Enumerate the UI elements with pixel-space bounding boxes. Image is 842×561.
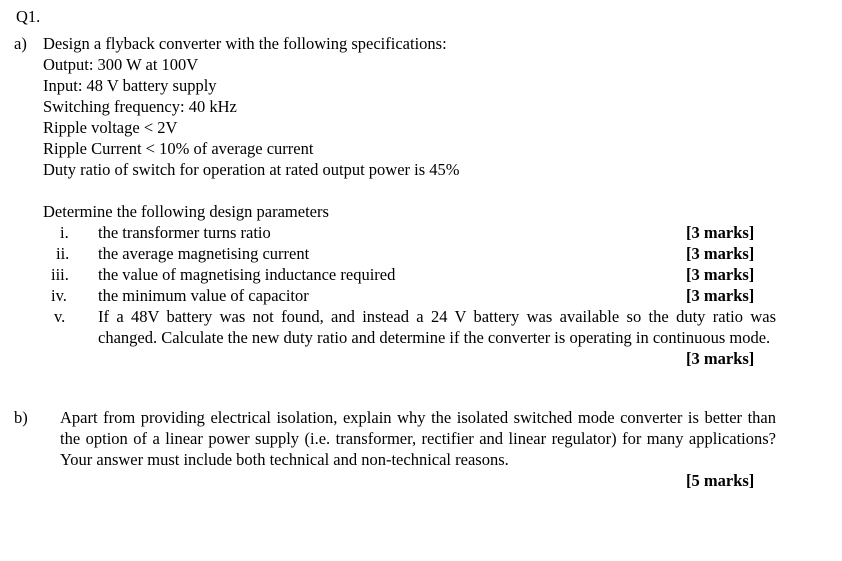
item-numeral: ii. [56, 244, 70, 263]
item-marks: [3 marks] [686, 349, 755, 368]
spec-ripple-current: Ripple Current < 10% of average current [43, 139, 314, 158]
determine-heading: Determine the following design parameters [43, 202, 329, 221]
item-text: the transformer turns ratio [98, 223, 271, 242]
part-a-intro: Design a flyback converter with the following specifications: [43, 34, 447, 53]
item-marks: [3 marks] [686, 244, 755, 263]
spec-ripple-voltage: Ripple voltage < 2V [43, 118, 178, 137]
part-b-text: Apart from providing electrical isolation, explain why the isolated switched mode converter is better than the option of a linear power supply (i.e. transformer, rectifier and linear regulator) for many applications? Your answer must include both technical and non-technical reasons. [60, 408, 776, 469]
item-marks: [3 marks] [686, 286, 755, 305]
item-numeral: v. [54, 307, 66, 326]
item-text: If a 48V battery was not found, and instead a 24 V battery was available so the duty ratio was changed. Calculate the new duty ratio and determine if the converter is operating in continuous mode. [98, 307, 776, 347]
question-number: Q1. [16, 7, 41, 26]
item-text: the minimum value of capacitor [98, 286, 309, 305]
part-a-label: a) [14, 34, 27, 53]
part-b-marks: [5 marks] [686, 471, 755, 490]
part-b-label: b) [14, 408, 28, 427]
spec-switching-frequency: Switching frequency: 40 kHz [43, 97, 237, 116]
item-marks: [3 marks] [686, 265, 755, 284]
spec-input: Input: 48 V battery supply [43, 76, 217, 95]
spec-duty-ratio: Duty ratio of switch for operation at rated output power is 45% [43, 160, 460, 179]
item-text: the value of magnetising inductance required [98, 265, 396, 284]
item-numeral: iii. [51, 265, 69, 284]
item-text: the average magnetising current [98, 244, 310, 263]
item-numeral: i. [60, 223, 69, 242]
item-numeral: iv. [51, 286, 67, 305]
item-marks: [3 marks] [686, 223, 755, 242]
spec-output: Output: 300 W at 100V [43, 55, 199, 74]
